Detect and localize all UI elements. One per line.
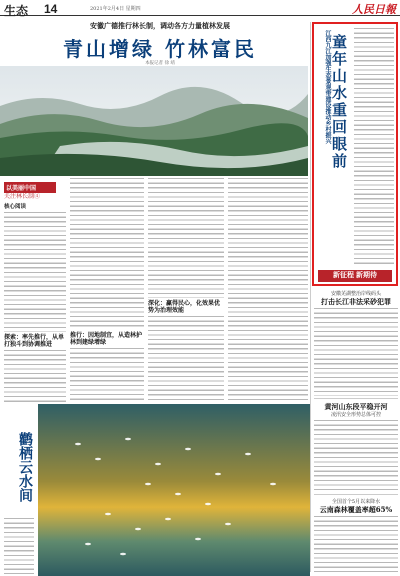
lead-subhead-2: 推行：因地制宜，从造林护林到建绿增绿 bbox=[70, 332, 143, 346]
right-story-1-headline: 打击长江非法采砂犯罪 bbox=[321, 297, 391, 306]
photo-caption bbox=[4, 518, 34, 574]
right-story-2-body bbox=[314, 420, 398, 492]
issue-date: 2021年2月4日 星期四 bbox=[90, 6, 141, 12]
right-story-3-kicker: 全国首个5月以来降水 bbox=[331, 499, 381, 505]
right-story-2-sub: 凌汛安全形势总体可控 bbox=[330, 412, 381, 418]
right-story-1-body bbox=[314, 308, 398, 396]
sidebar-headline: 童年山水重回眼前 bbox=[330, 34, 348, 170]
sidebar-tag: 新征程 新期待 bbox=[318, 270, 392, 282]
divider bbox=[314, 494, 398, 495]
lead-column-3 bbox=[148, 178, 224, 298]
right-story-3-body bbox=[314, 516, 398, 572]
lead-byline: 本报记者 徐 靖 bbox=[145, 61, 175, 66]
sidebar-kicker: 江西九江加强生态景观带建设推动乡村振兴 bbox=[324, 30, 331, 144]
series-title: 关注林长制④ bbox=[4, 193, 41, 200]
lead-subhead-3: 深化：赢得民心，化效果优势为治理效能 bbox=[148, 300, 221, 314]
lead-kicker: 安徽广德推行林长制，调动各方力量植林发展 bbox=[90, 21, 230, 30]
newspaper-logo: 人民日報 bbox=[352, 3, 396, 16]
lead-column-1b bbox=[4, 350, 66, 402]
photo-feature-title: 鹳栖云水间 bbox=[17, 432, 33, 502]
storks-over-water-photo bbox=[38, 404, 310, 576]
column-divider bbox=[310, 22, 311, 572]
series-label: 以美丽中国 bbox=[4, 182, 56, 193]
lead-column-1 bbox=[4, 212, 66, 332]
mountain-landscape-photo bbox=[0, 66, 308, 176]
sidebar-body bbox=[354, 28, 394, 264]
right-story-3-headline: 云南森林覆盖率超65% bbox=[319, 505, 393, 514]
lead-subhead-1: 探索：率先推行，从单打独斗到协调推进 bbox=[4, 334, 65, 348]
right-story-2-headline: 黄河山东段平稳开河 bbox=[324, 402, 388, 411]
lead-column-2b bbox=[70, 348, 144, 402]
lead-column-3b bbox=[148, 316, 224, 402]
page-header bbox=[0, 0, 400, 16]
right-story-1-kicker: 安徽芜湖整治岸线码头 bbox=[330, 291, 381, 297]
divider bbox=[314, 398, 398, 399]
section-name: 生态 bbox=[4, 4, 29, 18]
lead-headline: 青山增绿 竹林富民 bbox=[63, 37, 257, 61]
lead-column-4 bbox=[228, 178, 308, 402]
page-number: 14 bbox=[44, 2, 58, 16]
lead-column-2 bbox=[70, 178, 144, 328]
core-reading-label: 核心阅读 bbox=[4, 204, 27, 210]
